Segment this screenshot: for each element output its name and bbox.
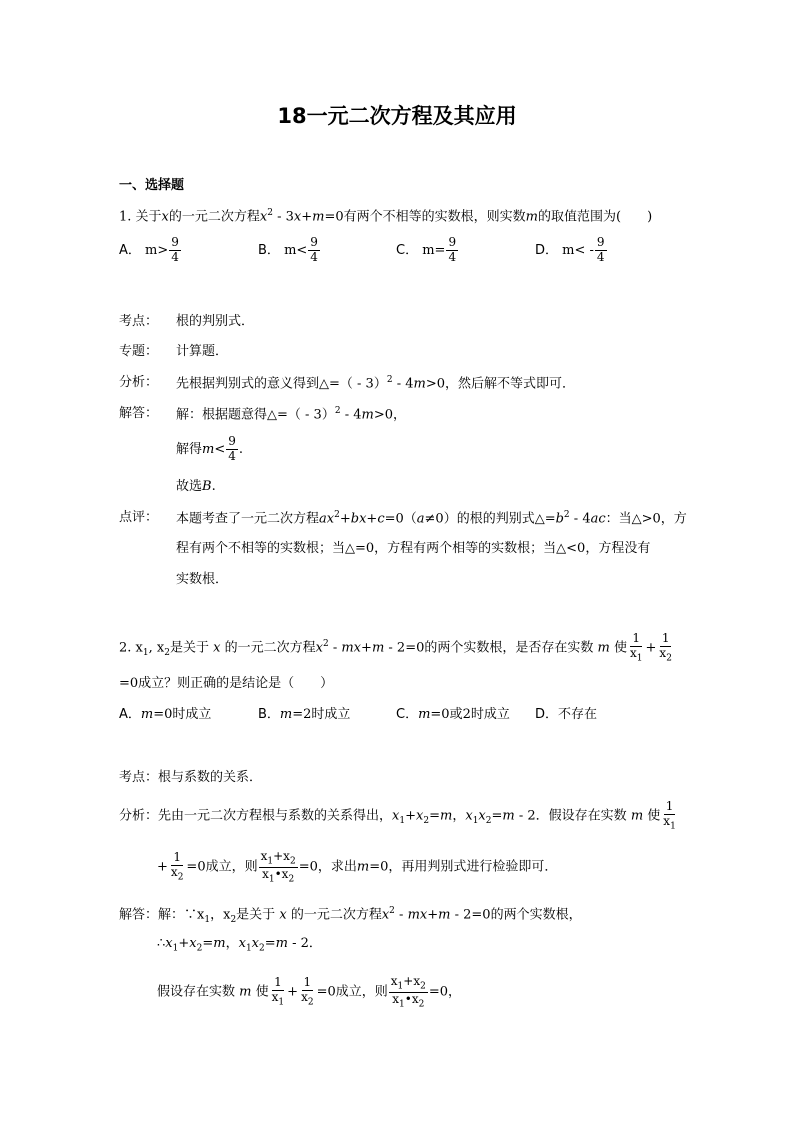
fraction: $\frac{9}{4}$	[171, 235, 179, 264]
fraction: $\frac{1}{x_2}$	[659, 631, 672, 664]
fraction: $\frac{9}{4}$	[448, 235, 457, 264]
fraction: $\frac{9}{4}$	[310, 235, 318, 264]
q2-stem-line2: =0成立？则正确的是结论是（ ）	[119, 676, 334, 691]
q2-fenxi-line2: + $\frac{1}{x_2}$ =0成立，则 $\frac{x_1+x_2}{x_1•x_2}$ =0，求出m=0，再用判别式进行检验即可．	[157, 849, 558, 885]
q1-option-a: A． m> $\frac{9}{4}$	[119, 235, 179, 264]
fraction: $\frac{1}{x_1}$	[271, 975, 285, 1008]
section-heading: 一、选择题	[119, 178, 185, 193]
q1-option-b: B． m< $\frac{9}{4}$	[258, 235, 318, 264]
q1-dianping-line3: 实数根．	[176, 572, 229, 587]
page-title: 18一元二次方程及其应用	[277, 104, 517, 128]
q2-option-d: D．不存在	[535, 707, 598, 722]
fraction: $\frac{9}{4}$	[596, 235, 605, 264]
q1-stem: 1. 关于x的一元二次方程$x^2 - 3x+m=0$有两个不相等的实数根，则实数m的取值范围为( )	[119, 208, 653, 225]
q2-jieda: 解答：解：$\because x_1$，$x_2$是关于 x 的一元二次方程$x^2 - mx+m - 2=0$的两个实数根，	[119, 906, 582, 925]
fraction: $\frac{1}{x_2}$	[301, 975, 314, 1008]
q2-option-b: B．m=2时成立	[258, 707, 351, 722]
q1-jieda-line2: 解得m< $\frac{9}{4}$ .	[176, 434, 244, 463]
q2-fenxi: 分析：先由一元二次方程根与系数的关系得出，$x_1+x_2=m$，$x_1x_2=m - 2$．假设存在实数 m 使 $\frac{1}{x_1}$	[119, 799, 676, 832]
q1-option-d: D． m< - $\frac{9}{4}$	[535, 235, 605, 264]
q1-kaodian: 考点： 根的判别式．	[119, 314, 255, 329]
q1-option-c: C． m= $\frac{9}{4}$	[396, 235, 457, 264]
q1-jieda-line3: 故选B.	[176, 479, 216, 494]
q1-fenxi: 分析： 先根据判别式的意义得到△=（ - 3）$^2$ - 4m>0，然后解不等式即可．	[119, 375, 575, 392]
q1-zhuanti: 专题： 计算题．	[119, 344, 229, 359]
fraction: $\frac{x_1+x_2}{x_1•x_2}$	[260, 849, 296, 885]
q2-option-a: A．m=0时成立	[119, 707, 212, 722]
fraction: $\frac{9}{4}$	[228, 434, 236, 463]
q2-kaodian: 考点：根与系数的关系．	[119, 770, 263, 785]
q1-dianping-line2: 程有两个不相等的实数根；当△=0，方程有两个相等的实数根；当△<0，方程没有	[176, 541, 651, 556]
q2-jieda-line3: 假设存在实数 m 使 $\frac{1}{x_1}$ + $\frac{1}{x_2}$ =0成立，则 $\frac{x_1+x_2}{x_1•x_2}$ =0，	[157, 974, 462, 1010]
fraction: $\frac{1}{x_1}$	[629, 631, 643, 664]
fraction: $\frac{1}{x_1}$	[663, 799, 676, 832]
fraction: $\frac{1}{x_2}$	[170, 850, 184, 883]
q2-stem: 2. $x_1$, $x_2$是关于 x 的一元二次方程$x^2 - mx+m - 2=0$的两个实数根，是否存在实数 m 使 $\frac{1}{x_1}$ + $\frac{1}{x_2}$	[119, 631, 672, 664]
q1-jieda: 解答： 解：根据题意得△=（ - 3）$^2$ - 4m>0，	[119, 406, 406, 423]
q2-option-c: C．m=0或2时成立	[396, 707, 510, 722]
q1-dianping: 点评： 本题考查了一元二次方程$ax^2+bx+c=0(a\ne 0)$的根的判别式$\triangle=b^2 - 4ac$：当△>0，方	[119, 510, 687, 527]
fraction: $\frac{x_1+x_2}{x_1•x_2}$	[390, 974, 426, 1010]
q2-jieda-line2: $\therefore x_1+x_2=m$，$x_1x_2=m - 2$．	[157, 936, 322, 954]
